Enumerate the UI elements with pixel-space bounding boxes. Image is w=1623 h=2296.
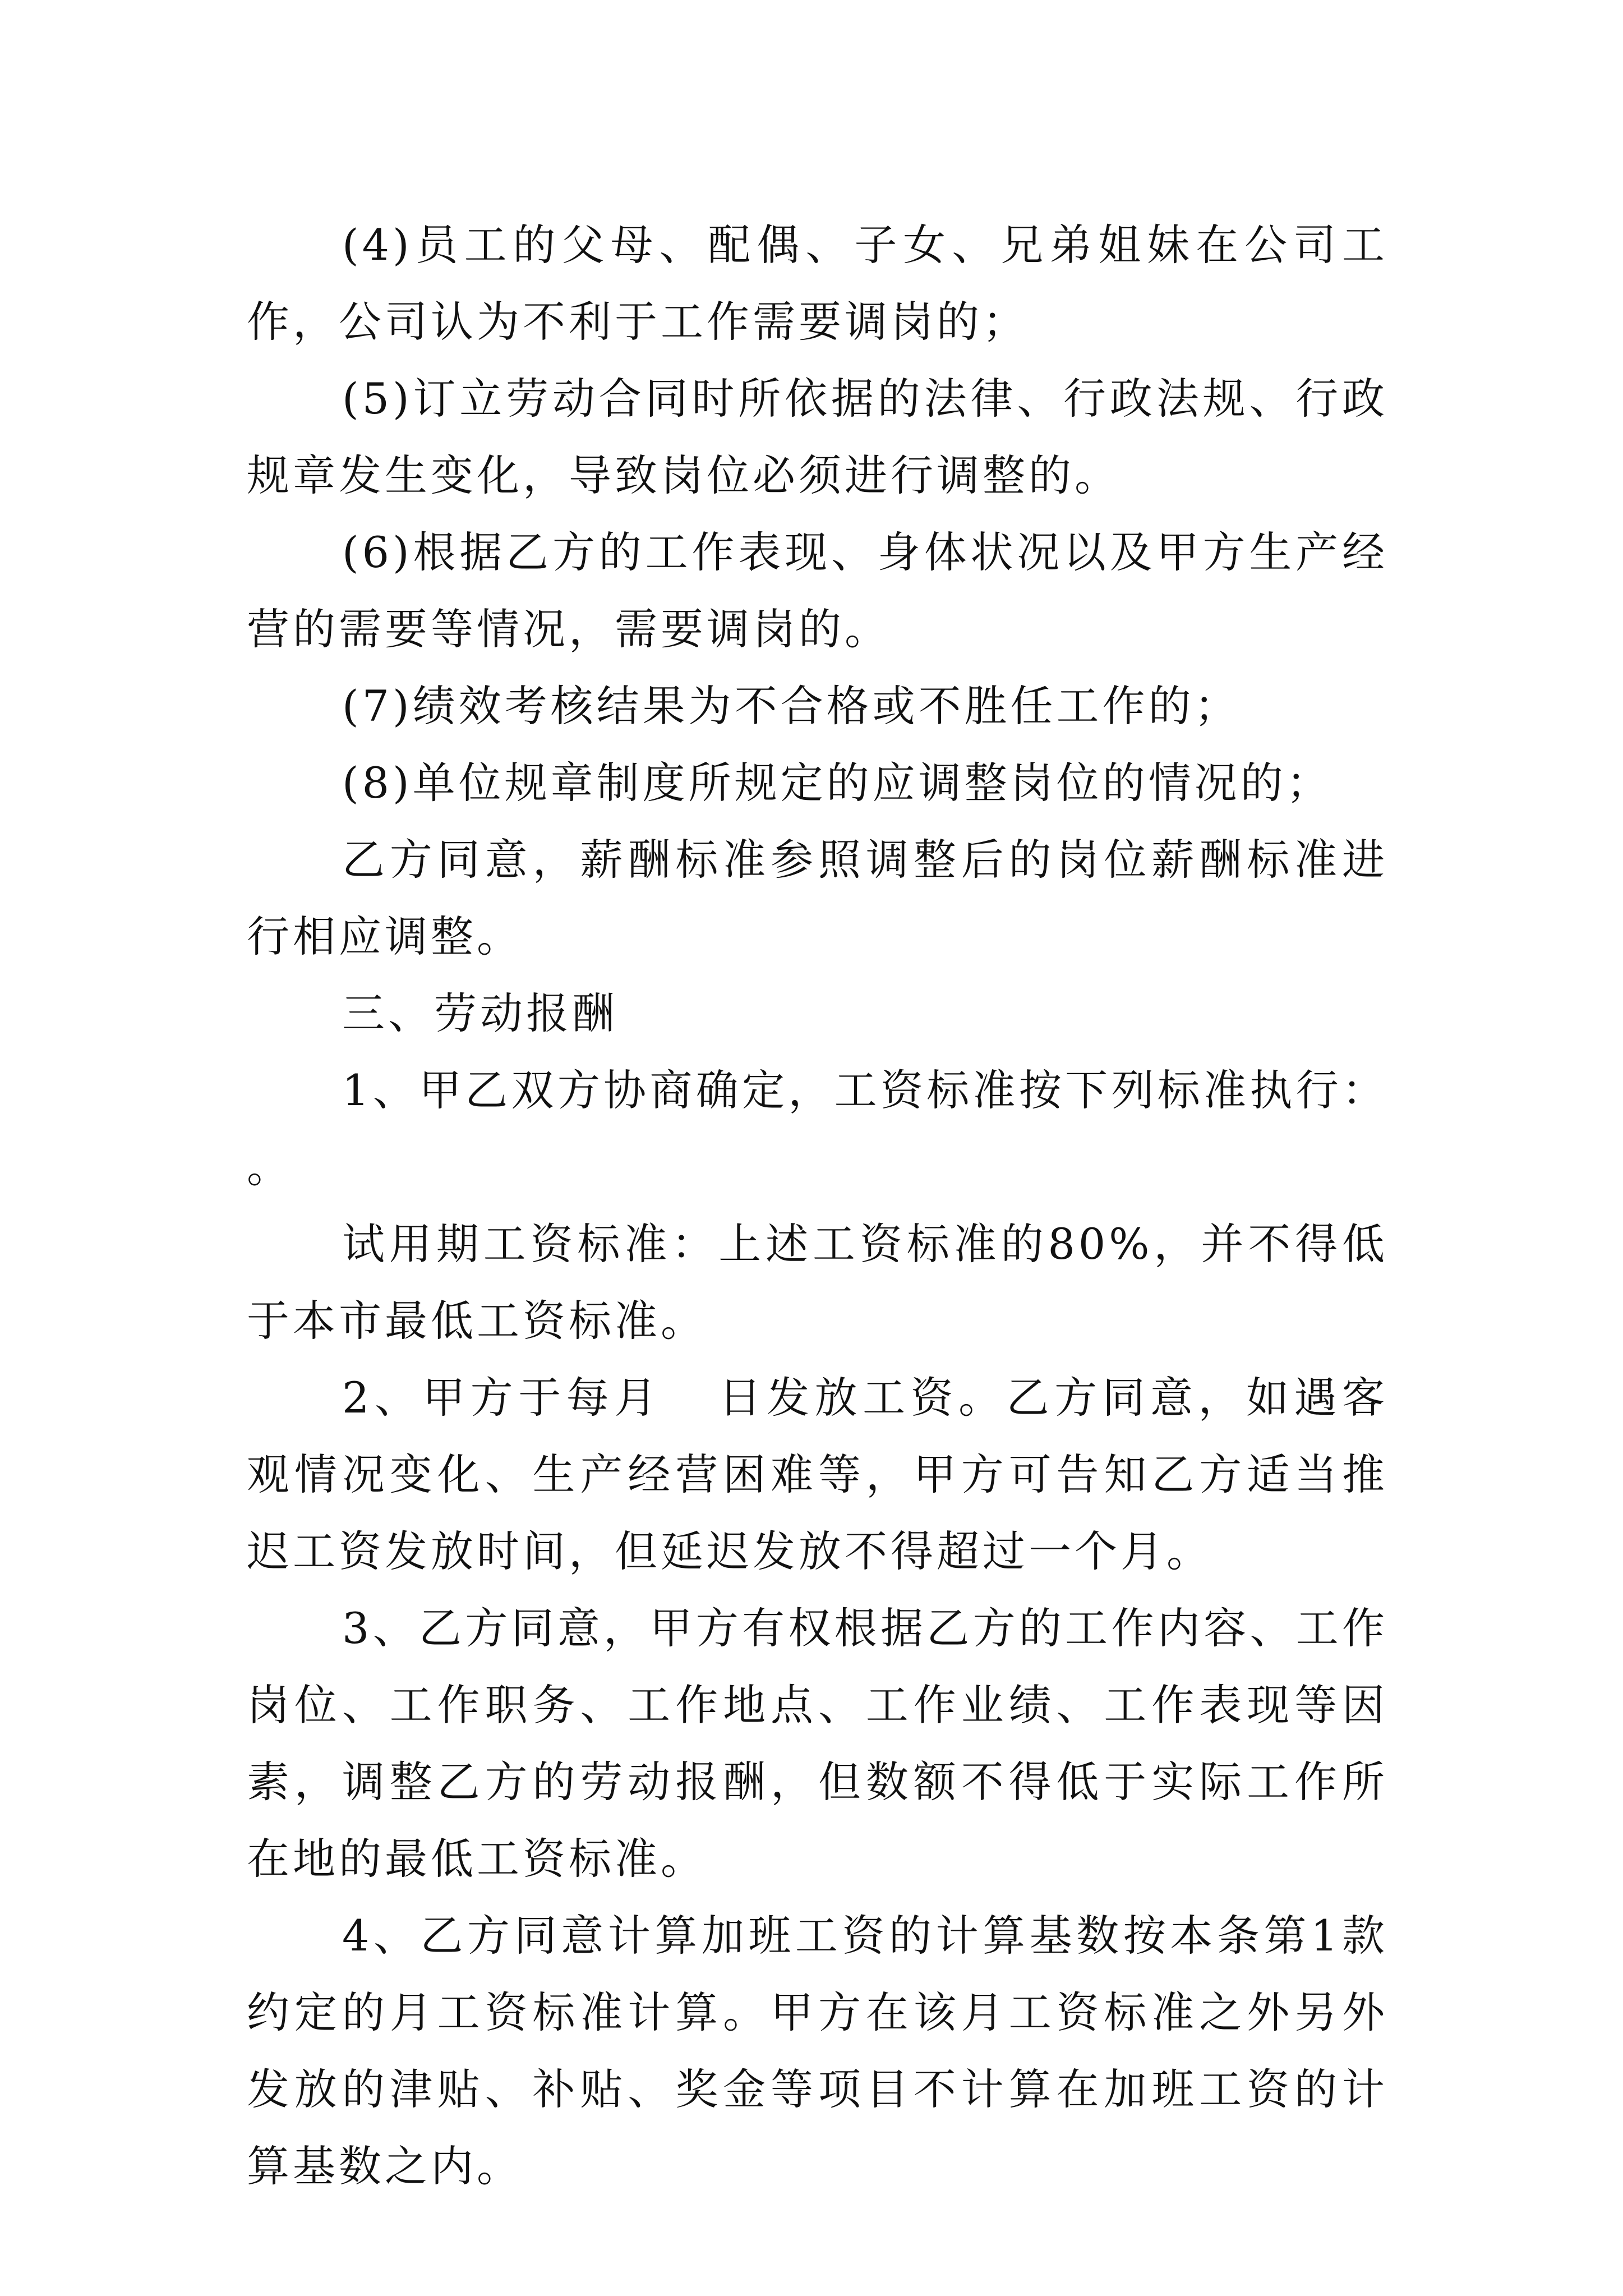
clause-5-law-change: (5)订立劳动合同时所依据的法律、行政法规、行政规章发生变化，导致岗位必须进行调整的。 xyxy=(247,374,1388,500)
clause-6-performance-health: (6)根据乙方的工作表现、身体状况以及甲方生产经营的需要等情况，需要调岗的。 xyxy=(247,527,1388,654)
document-body xyxy=(247,206,1439,2205)
remuneration-item-3: 3、乙方同意，甲方有权根据乙方的工作内容、工作岗位、工作职务、工作地点、工作业绩、工作表现等因素，调整乙方的劳动报酬，但数额不得低于实际工作所在地的最低工资标准。 xyxy=(247,1603,1388,1884)
remuneration-item-2: 2、甲方于每月 日发放工资。乙方同意，如遇客观情况变化、生产经营困难等，甲方可告知乙方适当推迟工资发放时间，但延迟发放不得超过一个月。 xyxy=(247,1373,1388,1576)
probation-salary-standard: 试用期工资标准：上述工资标准的80%，并不得低于本市最低工资标准。 xyxy=(247,1219,1388,1346)
clause-4-family-in-company: (4)员工的父母、配偶、子女、兄弟姐妹在公司工作，公司认为不利于工作需要调岗的； xyxy=(247,220,1388,347)
clause-8-company-rules: (8)单位规章制度所规定的应调整岗位的情况的； xyxy=(342,758,1332,808)
remuneration-item-1: 1、甲乙双方协商确定，工资标准按下列标准执行： 。 xyxy=(247,1065,1439,1192)
clause-7-appraisal-failed: (7)绩效考核结果为不合格或不胜任工作的； xyxy=(342,681,1241,731)
section-heading-remuneration: 三、劳动报酬 xyxy=(342,988,618,1038)
remuneration-item-4: 4、乙方同意计算加班工资的计算基数按本条第1款约定的月工资标准计算。甲方在该月工资标准之外另外发放的津贴、补贴、奖金等项目不计算在加班工资的计算基数之内。 xyxy=(247,1911,1388,2191)
salary-adjustment-agreement: 乙方同意，薪酬标准参照调整后的岗位薪酬标准进行相应调整。 xyxy=(247,835,1388,961)
